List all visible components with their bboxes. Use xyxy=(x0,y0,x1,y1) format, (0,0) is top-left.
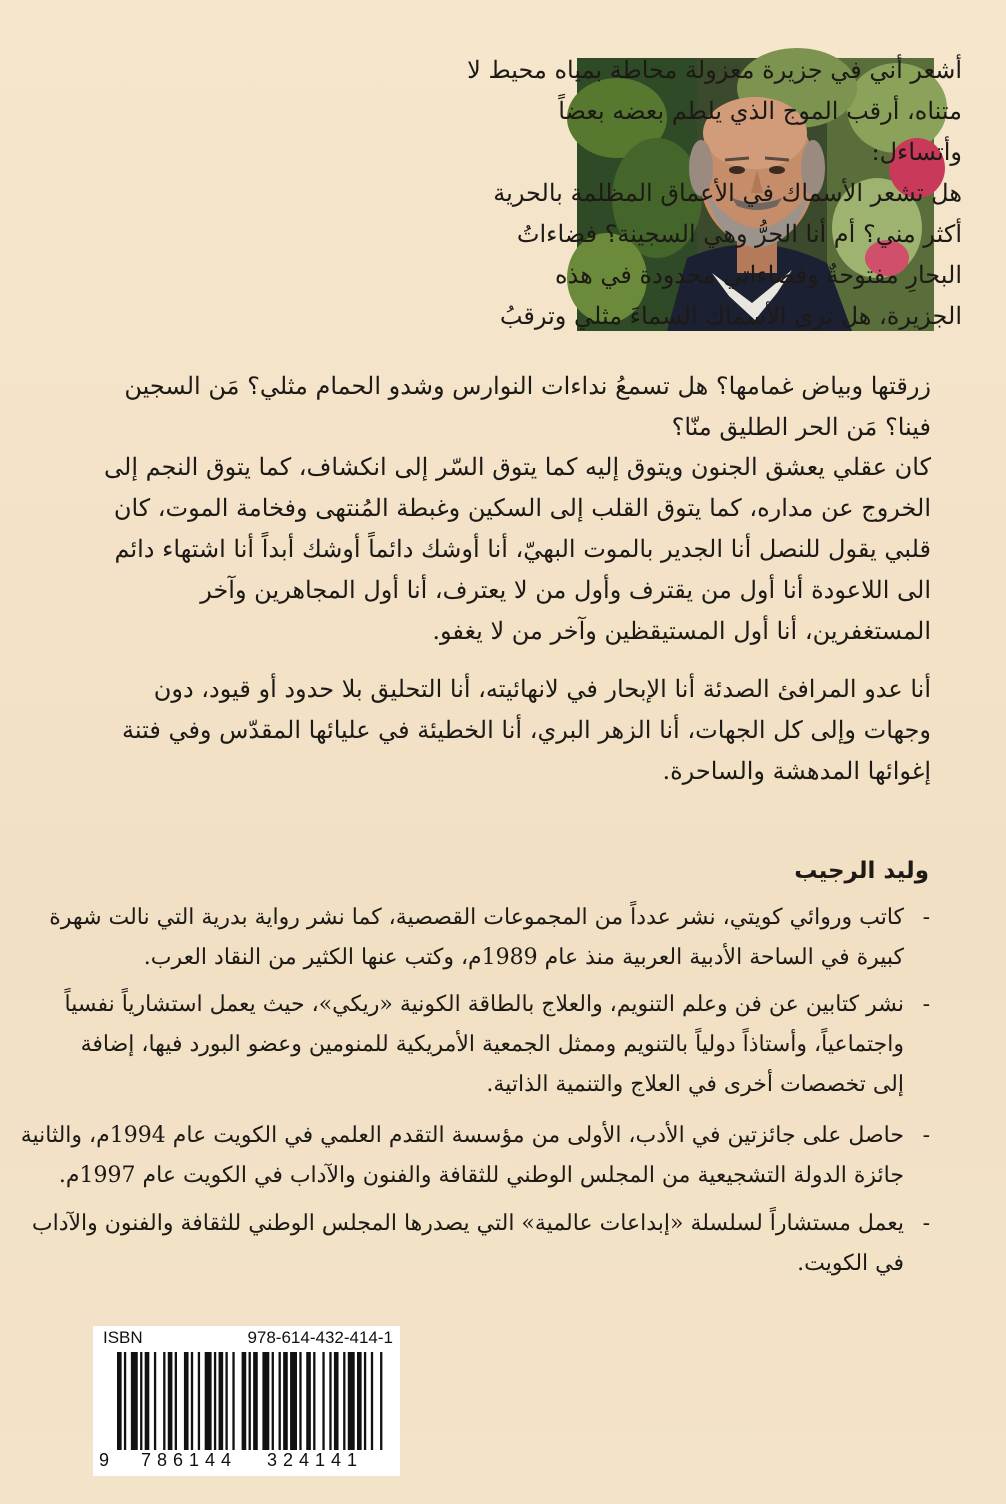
bio-item xyxy=(31,1204,930,1284)
text-line: قلبي يقول للنصل أنا الجدير بالموت البهيّ، أنا أوشك دائماً أوشك أبداً أنا اشتهاء دائم xyxy=(114,535,931,563)
intro-continuation xyxy=(66,366,931,448)
text-line: أشعر أني في جزيرة معزولة محاطة بمياه محيط لا xyxy=(467,56,962,84)
text-line: كاتب وروائي كويتي، نشر عدداً من المجموعات القصصية، كما نشر رواية بدرية التي نالت شهرة xyxy=(49,905,904,930)
bio-item xyxy=(20,1116,930,1196)
text-line: زرقتها وبياض غمامها؟ هل تسمعُ نداءات النوارس وشدو الحمام مثلي؟ مَن السجين xyxy=(124,372,931,400)
isbn-line xyxy=(103,1328,393,1348)
text-line: الجزيرة، هل ترى الأسماك السماءَ مثلي وترقبُ xyxy=(499,302,962,330)
intro-paragraph xyxy=(372,50,962,337)
text-line: أكثر مني؟ أم أنا الحرُّ وهي السجينة؟ فضاءاتُ xyxy=(516,220,962,248)
text-line: كبيرة في الساحة الأدبية العربية منذ عام 1989م، وكتب عنها الكثير من النقاد العرب. xyxy=(143,945,904,970)
text-line: البحارِ مفتوحةٌ وفضاءاتي محدودة في هذه xyxy=(554,261,962,289)
text-line: متناه، أرقب الموج الذي يلطم بعضه بعضاً xyxy=(558,97,962,125)
barcode-digits-right: 324141 xyxy=(267,1450,364,1470)
text-line: جائزة الدولة التشجيعية من المجلس الوطني للثقافة والفنون والآداب في الكويت عام 1997م. xyxy=(58,1163,904,1188)
text-line: إغوائها المدهشة والساحرة. xyxy=(662,757,931,785)
text-line: الى اللاعودة أنا أول من يقترف وأول من لا يعترف، أنا أول المجاهرين وآخر xyxy=(200,576,931,604)
text-line: فينا؟ مَن الحر الطليق منّا؟ xyxy=(671,413,931,441)
barcode-digit-first: 9 xyxy=(99,1450,110,1470)
text-line: إلى تخصصات أخرى في العلاج والتنمية الذاتية. xyxy=(486,1072,904,1097)
text-line: كان عقلي يعشق الجنون ويتوق إليه كما يتوق السّر إلى انكشاف، كما يتوق النجم إلى xyxy=(104,453,931,481)
isbn-barcode xyxy=(93,1326,400,1476)
paragraph-three xyxy=(66,669,931,792)
paragraph-two xyxy=(66,447,931,652)
bullet-dash: - xyxy=(922,992,930,1017)
isbn-number: 978-614-432-414-1 xyxy=(247,1328,393,1347)
text-line: هل تشعر الأسماك في الأعماق المظلمة بالحرية xyxy=(493,179,962,207)
text-line: وأتساءل: xyxy=(871,138,962,166)
text-line: حاصل على جائزتين في الأدب، الأولى من مؤسسة التقدم العلمي في الكويت عام 1994م، والثانية xyxy=(20,1123,904,1148)
text-line: يعمل مستشاراً لسلسلة «إبداعات عالمية» التي يصدرها المجلس الوطني للثقافة والفنون والآداب xyxy=(31,1211,904,1236)
text-line: المستغفرين، أنا أول المستيقظين وآخر من لا يغفو. xyxy=(432,617,931,645)
bio-item xyxy=(49,898,930,978)
bullet-dash: - xyxy=(922,905,930,930)
text-line: وجهات وإلى كل الجهات، أنا الزهر البري، أنا الخطيئة في عليائها المقدّس وفي فتنة xyxy=(121,716,931,744)
bullet-dash: - xyxy=(922,1123,930,1148)
text-line: الخروج عن مداره، كما يتوق القلب إلى السكين وغبطة المُنتهى وفخامة الموت، كان xyxy=(113,494,931,522)
bullet-dash: - xyxy=(922,1211,930,1236)
author-name: وليد الرجيب xyxy=(794,858,929,884)
bio-item xyxy=(64,985,930,1105)
barcode-digits-left: 786144 xyxy=(141,1450,238,1470)
text-line: نشر كتابين عن فن وعلم التنويم، والعلاج بالطاقة الكونية «ريكي»، حيث يعمل استشارياً نفسياً xyxy=(64,992,904,1017)
isbn-label: ISBN xyxy=(103,1328,143,1347)
text-line: واجتماعياً، وأستاذاً دولياً بالتنويم وممثل الجمعية الأمريكية للمنومين وعضو البورد فيها، إضافة xyxy=(80,1032,904,1057)
barcode-bars xyxy=(117,1352,387,1450)
text-line: في الكويت. xyxy=(797,1251,904,1276)
text-line: أنا عدو المرافئ الصدئة أنا الإبحار في لانهائيته، أنا التحليق بلا حدود أو قيود، دون xyxy=(153,675,931,703)
